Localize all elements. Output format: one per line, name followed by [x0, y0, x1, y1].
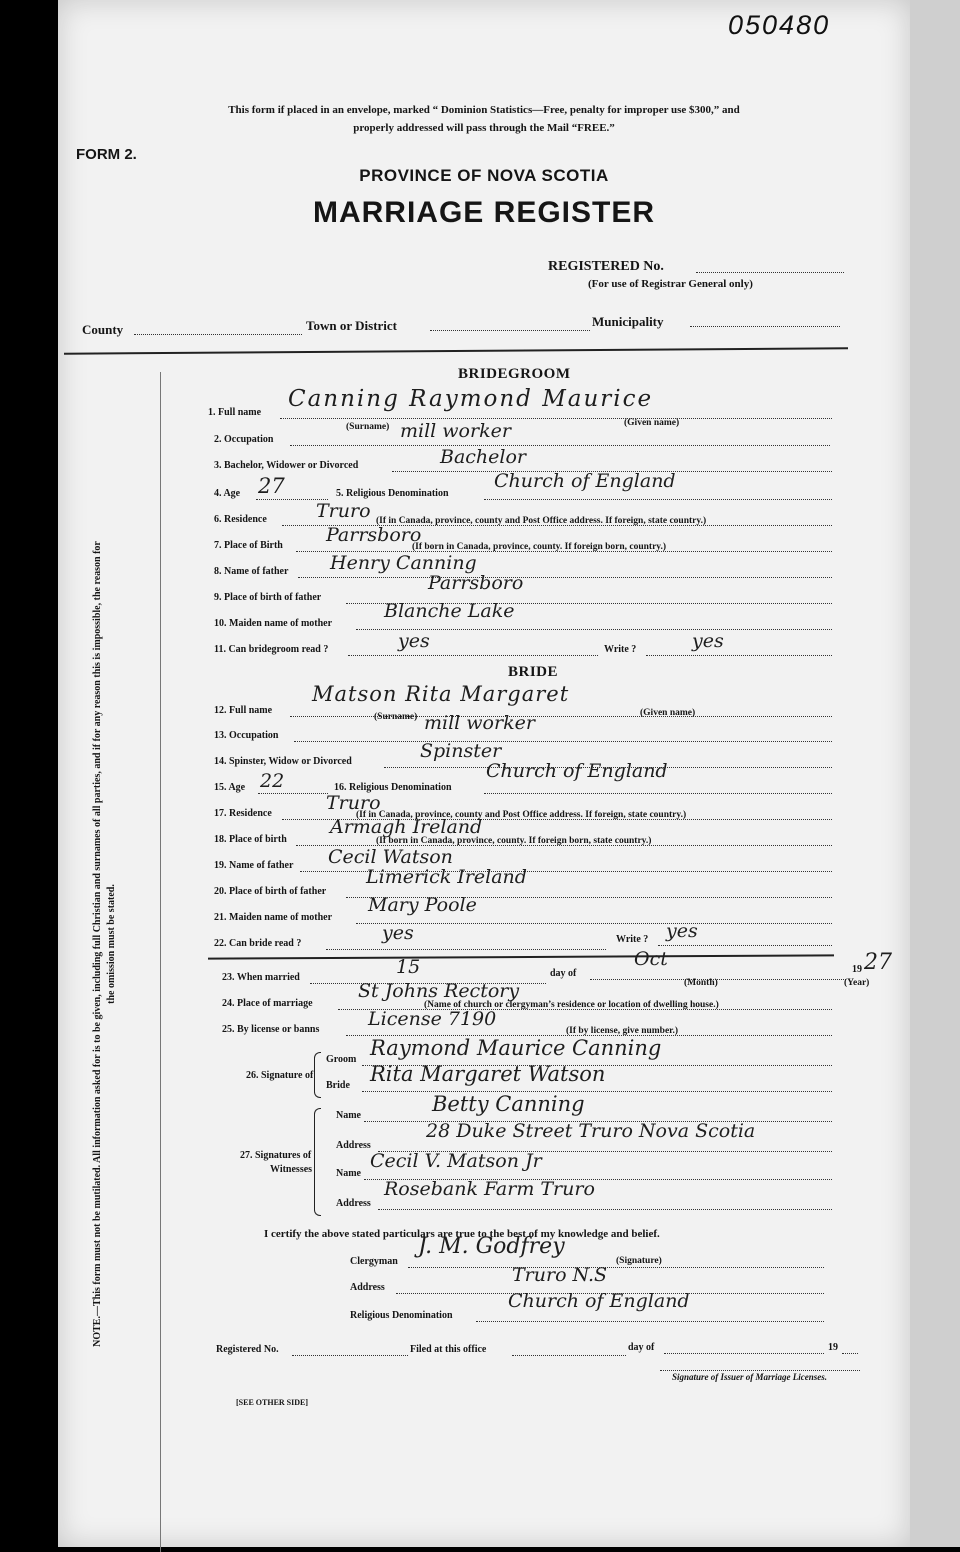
- stamp-number: 050480: [728, 10, 831, 40]
- county-label: County: [82, 322, 124, 337]
- municipality-label: Municipality: [592, 314, 664, 329]
- signature-brace: [314, 1052, 321, 1098]
- clergyman-line: [408, 1267, 824, 1268]
- place-of-marriage-note: (Name of church or clergyman’s residence or location of dwelling house.): [424, 1000, 719, 1010]
- clergyman-label: Clergyman: [350, 1256, 398, 1267]
- bride-status-value: Spinster: [420, 740, 502, 762]
- witnesses-label-line-2: Witnesses: [270, 1164, 313, 1175]
- bride-surname-caption: (Surname): [374, 712, 418, 722]
- marriage-year-value: 27: [864, 950, 892, 975]
- marriage-day-value: 15: [396, 956, 421, 978]
- witness1-address-value: 28 Duke Street Truro Nova Scotia: [426, 1120, 756, 1142]
- witness2-address-line: [378, 1209, 832, 1210]
- bride-full-name-label: 12. Full name: [214, 705, 273, 716]
- place-of-marriage-label: 24. Place of marriage: [222, 998, 313, 1009]
- bride-age-value: 22: [260, 770, 285, 792]
- mail-notice-line-1: This form if placed in an envelope, marked “ Dominion Statistics—Free, penalty for improper use $300,” and: [228, 104, 740, 116]
- bride-mother-line: [356, 923, 832, 924]
- groom-write-line: [646, 655, 832, 656]
- bride-birthplace-note: (If born in Canada, province, county. If foreign born, state country.): [376, 836, 652, 846]
- marriage-month-line: [590, 979, 846, 980]
- groom-age-label: 4. Age: [214, 488, 241, 499]
- license-banns-value: License 7190: [368, 1008, 497, 1030]
- groom-signature-label: Groom: [326, 1054, 357, 1065]
- groom-father-value: Henry Canning: [330, 552, 477, 574]
- groom-occupation-value: mill worker: [400, 420, 511, 442]
- groom-surname-caption: (Surname): [346, 422, 390, 432]
- issuer-signature-line: [660, 1370, 860, 1371]
- groom-birthplace-value: Parrsboro: [326, 524, 422, 546]
- bride-occupation-label: 13. Occupation: [214, 730, 279, 741]
- municipality-line: [690, 326, 840, 327]
- registered-no-line: [696, 272, 844, 273]
- groom-write-value: yes: [692, 630, 724, 652]
- groom-occupation-line: [290, 445, 830, 446]
- footer-registered-no-label: Registered No.: [216, 1344, 279, 1355]
- marriage-year-prefix: 19: [852, 964, 862, 975]
- footer-month-line: [664, 1353, 824, 1354]
- bride-full-name-line: [290, 716, 832, 717]
- license-banns-label: 25. By license or banns: [222, 1024, 320, 1035]
- form-paper: [58, 0, 910, 1547]
- witness2-name-value: Cecil V. Matson Jr: [370, 1150, 542, 1172]
- marriage-day-of-label: day of: [550, 968, 577, 979]
- witness2-name-label: Name: [336, 1168, 361, 1179]
- groom-father-birthplace-label: 9. Place of birth of father: [214, 592, 322, 603]
- when-married-label: 23. When married: [222, 972, 300, 983]
- groom-mother-label: 10. Maiden name of mother: [214, 618, 333, 629]
- license-banns-note: (If by license, give number.): [566, 1026, 679, 1036]
- bride-occupation-value: mill worker: [424, 712, 535, 734]
- footer-filed-label: Filed at this office: [410, 1344, 487, 1355]
- bride-signature-label: Bride: [326, 1080, 350, 1091]
- signature-of-label: 26. Signature of: [246, 1070, 314, 1081]
- groom-signature-value: Raymond Maurice Canning: [370, 1036, 662, 1060]
- side-note-rule: [160, 372, 161, 1552]
- groom-residence-value: Truro: [316, 500, 371, 522]
- province-title: PROVINCE OF NOVA SCOTIA: [359, 166, 609, 185]
- issuer-signature-note: Signature of Issuer of Marriage Licenses.: [672, 1372, 828, 1382]
- bride-father-birthplace-label: 20. Place of birth of father: [214, 886, 327, 897]
- footer-year-line: [842, 1353, 858, 1354]
- clergyman-denomination-label: Religious Denomination: [350, 1310, 453, 1321]
- underlying-page-edge: [908, 0, 960, 1547]
- groom-given-name-caption: (Given name): [624, 418, 680, 428]
- bride-father-value: Cecil Watson: [328, 846, 453, 868]
- town-line: [430, 330, 590, 331]
- groom-residence-note: (If in Canada, province, county and Post Office address. If foreign, state country.): [376, 516, 707, 526]
- witness2-address-value: Rosebank Farm Truro: [384, 1178, 595, 1200]
- witnesses-brace: [314, 1108, 321, 1216]
- mail-notice-line-2: properly addressed will pass through the Mail “FREE.”: [353, 122, 615, 134]
- footer-filed-line: [512, 1355, 626, 1356]
- groom-age-value: 27: [258, 474, 285, 498]
- bride-father-birthplace-value: Limerick Ireland: [366, 866, 527, 888]
- footer-day-of-label: day of: [628, 1342, 655, 1353]
- bride-read-value: yes: [382, 922, 414, 944]
- groom-status-label: 3. Bachelor, Widower or Divorced: [214, 460, 359, 471]
- clergyman-signature: J. M. Godfrey: [418, 1234, 565, 1259]
- groom-birthplace-note: (If born in Canada, province, county. If foreign born, country.): [412, 542, 667, 552]
- bride-birthplace-label: 18. Place of birth: [214, 834, 287, 845]
- marriage-month-caption: (Month): [684, 978, 718, 988]
- groom-read-line: [348, 655, 598, 656]
- bride-religion-value: Church of England: [486, 760, 668, 782]
- groom-occupation-label: 2. Occupation: [214, 434, 274, 445]
- bride-age-line: [258, 793, 328, 794]
- footer-year-label: 19: [828, 1342, 838, 1353]
- groom-father-birthplace-value: Parrsboro: [428, 572, 524, 594]
- groom-full-name-line: [280, 418, 832, 419]
- witness2-address-label: Address: [336, 1198, 371, 1209]
- footer-registered-no-line: [292, 1355, 408, 1356]
- groom-father-label: 8. Name of father: [214, 566, 289, 577]
- groom-status-value: Bachelor: [440, 446, 527, 468]
- clergyman-signature-note: (Signature): [616, 1256, 662, 1266]
- bride-read-label: 22. Can bride read ?: [214, 938, 302, 949]
- form-number: FORM 2.: [76, 146, 137, 163]
- page-title: MARRIAGE REGISTER: [312, 196, 656, 229]
- bride-age-label: 15. Age: [214, 782, 246, 793]
- side-note: NOTE.—This form must not be mutilated. All information asked for is to be given, including full Christian and surnames of all parties, and if for any reason this is impossible, the reason for the omission must be stated.: [92, 541, 117, 1347]
- witnesses-label-line-1: 27. Signatures of: [240, 1150, 312, 1161]
- marriage-year-caption: (Year): [844, 978, 870, 988]
- bride-mother-label: 21. Maiden name of mother: [214, 912, 333, 923]
- bride-signature-value: Rita Margaret Watson: [370, 1062, 606, 1086]
- bridegroom-section-title: BRIDEGROOM: [458, 366, 571, 382]
- place-of-marriage-value: St Johns Rectory: [358, 980, 520, 1002]
- bride-mother-value: Mary Poole: [368, 894, 477, 916]
- groom-father-line: [298, 577, 832, 578]
- town-label: Town or District: [306, 318, 397, 333]
- bride-write-line: [658, 945, 832, 946]
- bride-residence-label: 17. Residence: [214, 808, 272, 819]
- groom-religion-value: Church of England: [494, 470, 676, 492]
- groom-birthplace-label: 7. Place of Birth: [214, 540, 283, 551]
- clergyman-address-label: Address: [350, 1282, 385, 1293]
- bride-given-name-caption: (Given name): [640, 708, 696, 718]
- bride-residence-value: Truro: [326, 792, 381, 814]
- bride-status-label: 14. Spinster, Widow or Divorced: [214, 756, 352, 767]
- witness1-address-label: Address: [336, 1140, 371, 1151]
- groom-full-name-label: 1. Full name: [208, 407, 262, 418]
- witness1-name-value: Betty Canning: [432, 1092, 585, 1116]
- bride-birthplace-value: Armagh Ireland: [330, 816, 483, 838]
- groom-religion-line: [484, 499, 832, 500]
- bride-religion-label: 16. Religious Denomination: [334, 782, 452, 793]
- bride-full-name-value: Matson Rita Margaret: [312, 682, 570, 706]
- groom-mother-value: Blanche Lake: [384, 600, 515, 622]
- county-line: [134, 334, 302, 335]
- registered-no-label: REGISTERED No.: [548, 259, 664, 274]
- certification-statement: I certify the above stated particulars are true to the best of my knowledge and belief.: [264, 1228, 660, 1240]
- registrar-note: (For use of Registrar General only): [588, 278, 753, 290]
- groom-write-label: Write ?: [604, 644, 637, 655]
- bride-residence-note: (If in Canada, province, county and Post Office address. If foreign, state country.): [356, 810, 687, 820]
- groom-full-name-value: Canning Raymond Maurice: [288, 386, 654, 412]
- bride-read-line: [326, 949, 606, 950]
- bride-father-label: 19. Name of father: [214, 860, 294, 871]
- marriage-month-value: Oct: [634, 948, 668, 970]
- clergyman-denomination-line: [476, 1321, 824, 1322]
- clergyman-denomination-value: Church of England: [508, 1290, 690, 1312]
- groom-religion-label: 5. Religious Denomination: [336, 488, 449, 499]
- clergyman-address-value: Truro N.S: [512, 1264, 608, 1286]
- bride-write-label: Write ?: [616, 934, 649, 945]
- groom-read-value: yes: [398, 630, 430, 652]
- witness1-name-label: Name: [336, 1110, 361, 1121]
- groom-read-label: 11. Can bridegroom read ?: [214, 644, 329, 655]
- bride-write-value: yes: [666, 920, 698, 942]
- groom-residence-label: 6. Residence: [214, 514, 267, 525]
- bride-religion-line: [484, 793, 832, 794]
- bride-occupation-line: [294, 741, 832, 742]
- see-other-side: [SEE OTHER SIDE]: [236, 1398, 309, 1407]
- bride-section-title: BRIDE: [508, 664, 559, 680]
